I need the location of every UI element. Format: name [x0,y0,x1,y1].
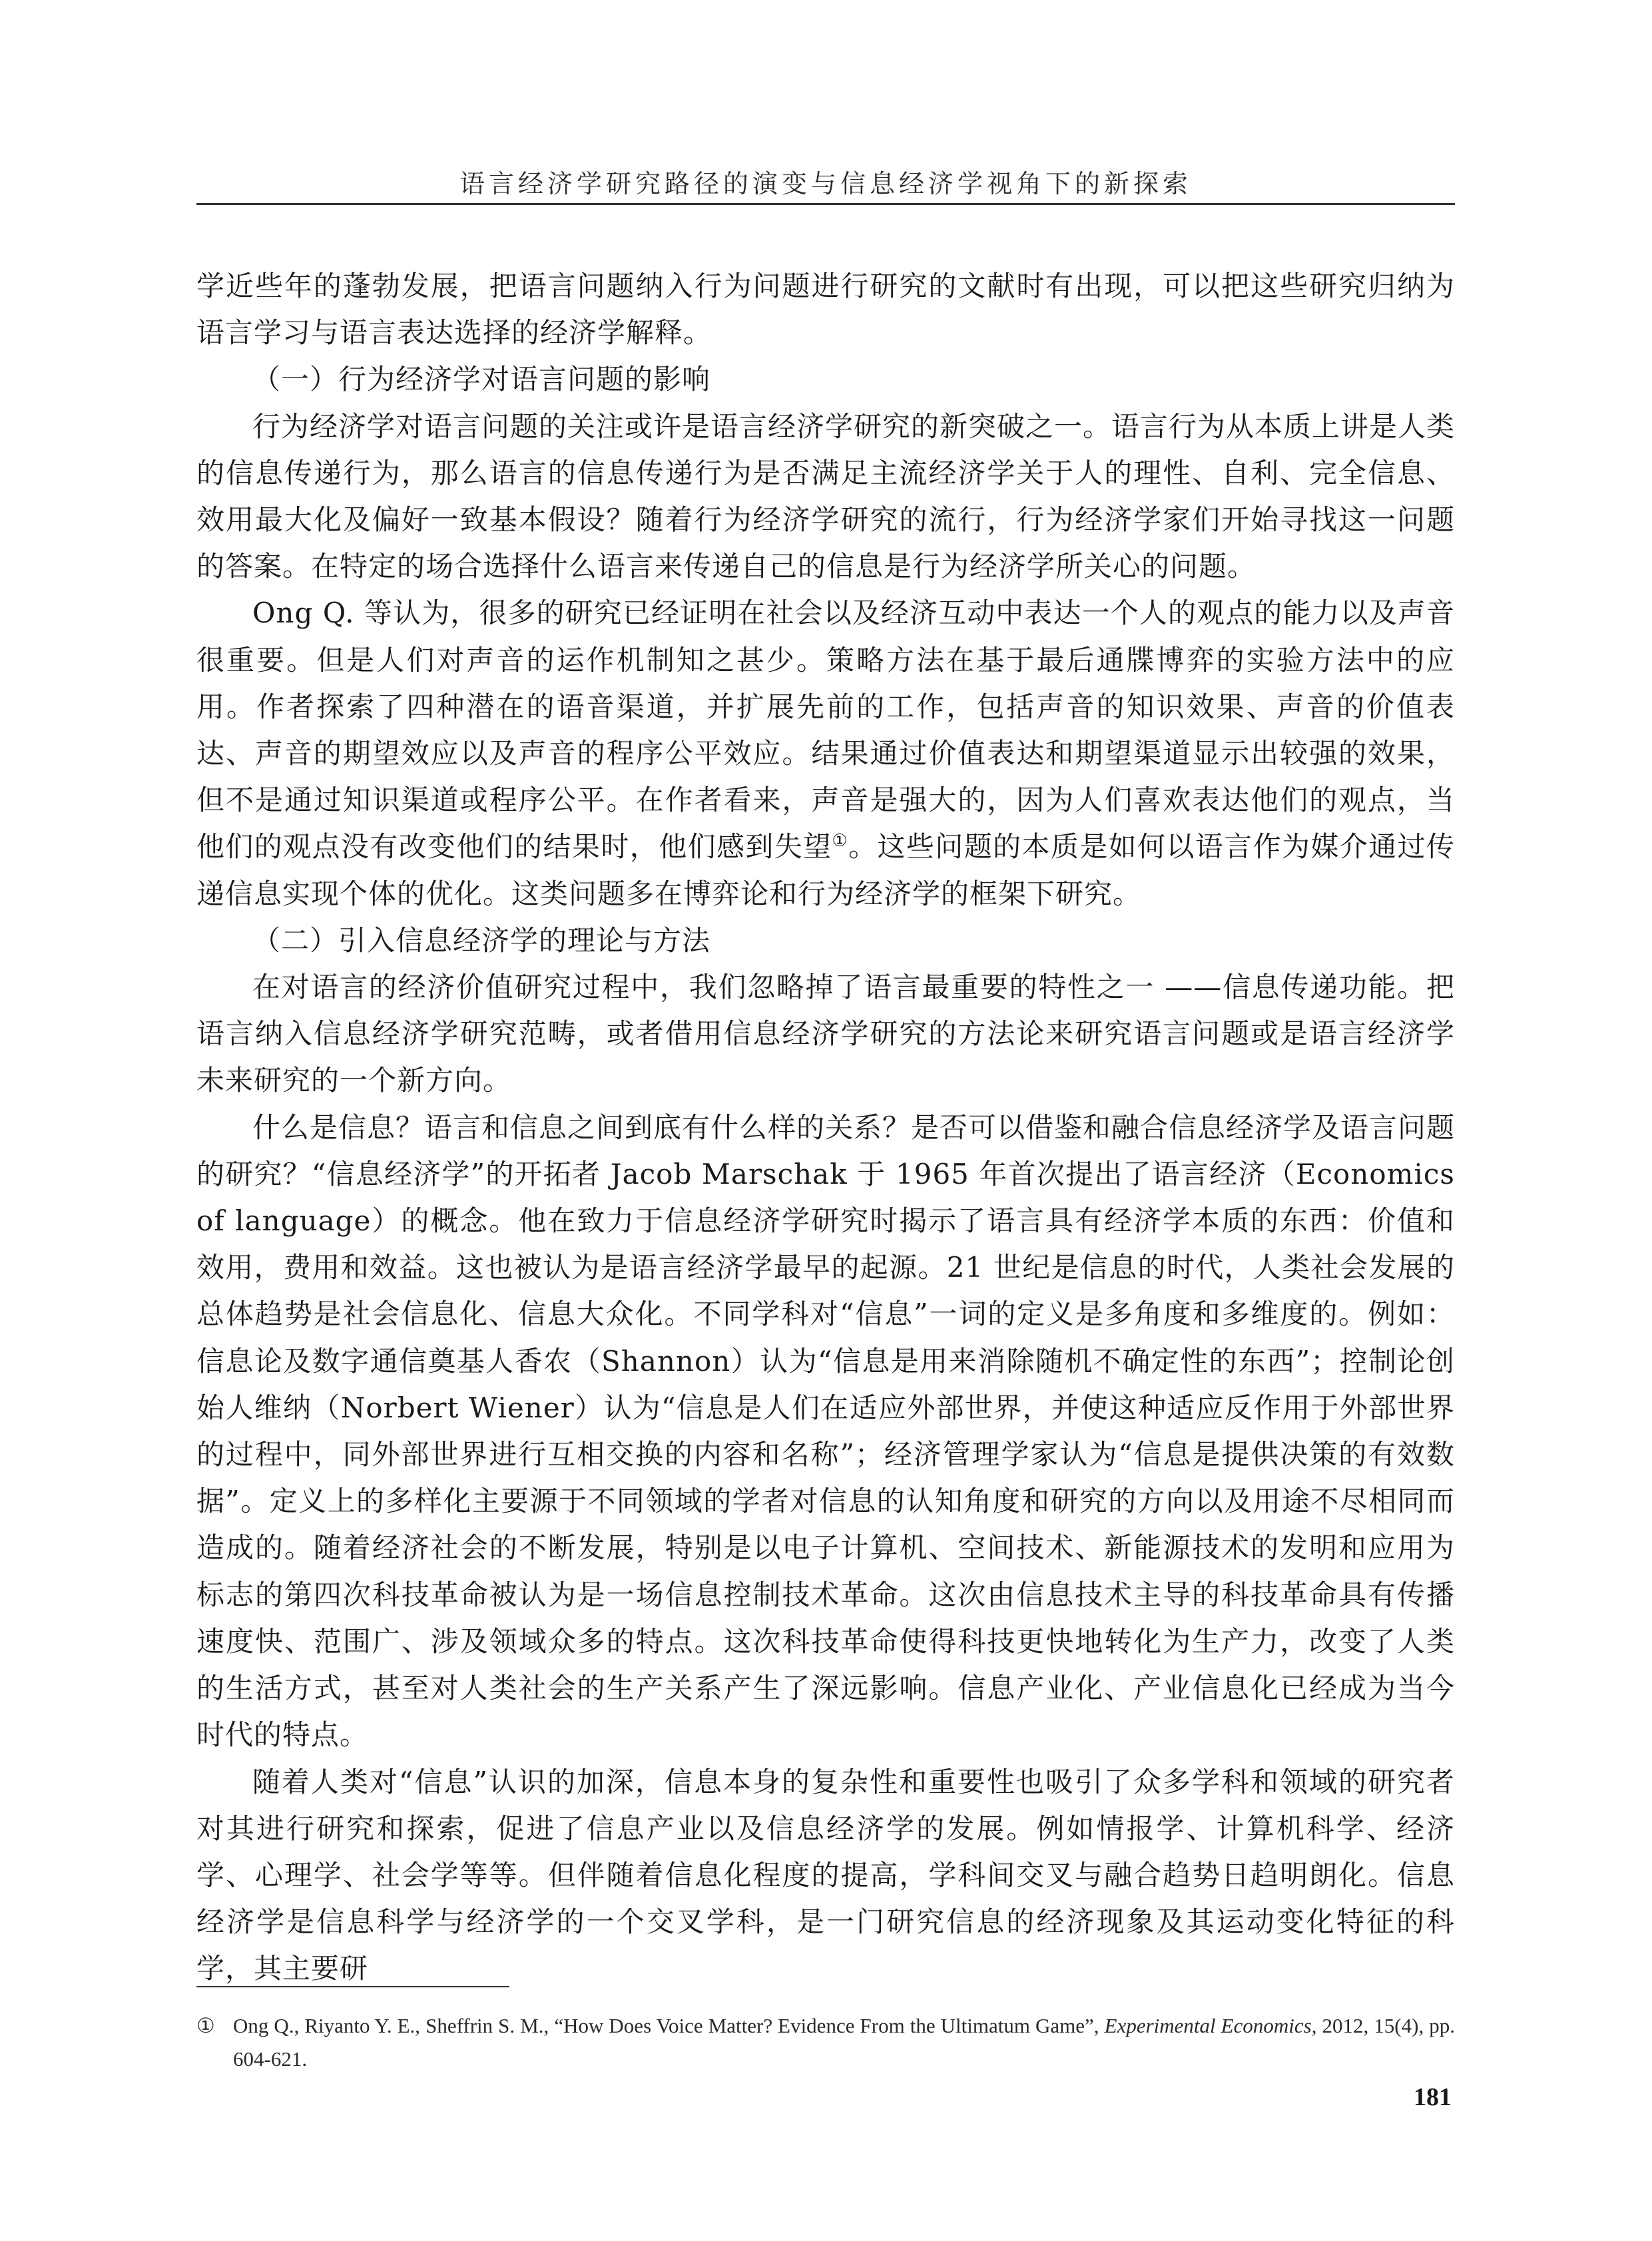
footnote-text-b: , 2012, 15(4), pp. 604-621. [233,2014,1455,2071]
footnote-text-a: Ong Q., Riyanto Y. E., Sheffrin S. M., “How Does Voice Matter? Evidence From the Ultimatum Game”, [233,2014,1105,2037]
paragraph-3-part-a: Ong Q. 等认为，很多的研究已经证明在社会以及经济互动中表达一个人的观点的能力以及声音很重要。但是人们对声音的运作机制知之甚少。策略方法在基于最后通牒博弈的实验方法中的应用。作者探索了四种潜在的语音渠道，并扩展先前的工作，包括声音的知识效果、声音的价值表达、声音的期望效应以及声音的程序公平效应。结果通过价值表达和期望渠道显示出较强的效果，但不是通过知识渠道或程序公平。在作者看来，声音是强大的，因为人们喜欢表达他们的观点，当他们的观点没有改变他们的结果时，他们感到失望 [196,597,1455,864]
body-text [196,263,1455,1993]
footnote-rule [196,1986,509,1987]
paragraph-4: 在对语言的经济价值研究过程中，我们忽略掉了语言最重要的特性之一 ——信息传递功能。把语言纳入信息经济学研究范畴，或者借用信息经济学研究的方法论来研究语言问题或是语言经济学未来研究的一个新方向。 [196,971,1455,1097]
footnote-reference[interactable]: ① [832,831,849,852]
page-number: 181 [1414,2083,1452,2111]
paragraph-6: 随着人类对“信息”认识的加深，信息本身的复杂性和重要性也吸引了众多学科和领域的研究者对其进行研究和探索，促进了信息产业以及信息经济学的发展。例如情报学、计算机科学、经济学、心理学、社会学等等。但伴随着信息化程度的提高，学科间交叉与融合趋势日趋明朗化。信息经济学是信息科学与经济学的一个交叉学科，是一门研究信息的经济现象及其运动变化特征的科学，其主要研 [196,1765,1455,1985]
section-heading-2: （二）引入信息经济学的理论与方法 [252,923,711,957]
section-heading-1: （一）行为经济学对语言问题的影响 [252,363,711,396]
paragraph-5: 什么是信息？语言和信息之间到底有什么样的关系？是否可以借鉴和融合信息经济学及语言问题的研究？“信息经济学”的开拓者 Jacob Marschak 于 1965 年首次提出了语言经济（Economics of language）的概念。他在致力于信息经济学研究时揭示了语言具有经济学本质的东西：价值和效用，费用和效益。这也被认为是语言经济学最早的起源。21 世纪是信息的时代，人类社会发展的总体趋势是社会信息化、信息大众化。不同学科对“信息”一词的定义是多角度和多维度的。例如：信息论及数字通信奠基人香农（Shannon）认为“信息是用来消除随机不确定性的东西”；控制论创始人维纳（Norbert Wiener）认为“信息是人们在适应外部世界，并使这种适应反作用于外部世界的过程中，同外部世界进行互相交换的内容和名称”；经济管理学家认为“信息是提供决策的有效数据”。定义上的多样化主要源于不同领域的学者对信息的认知角度和研究的方向以及用途不尽相同而造成的。随着经济社会的不断发展，特别是以电子计算机、空间技术、新能源技术的发明和应用为标志的第四次科技革命被认为是一场信息控制技术革命。这次由信息技术主导的科技革命具有传播速度快、范围广、涉及领域众多的特点。这次科技革命使得科技更快地转化为生产力，改变了人类的生活方式，甚至对人类社会的生产关系产生了深远影响。信息产业化、产业信息化已经成为当今时代的特点。 [196,1111,1456,1752]
paragraph-1: 学近些年的蓬勃发展，把语言问题纳入行为问题进行研究的文献时有出现，可以把这些研究归纳为语言学习与语言表达选择的经济学解释。 [196,270,1455,350]
footnote-journal: Experimental Economics [1104,2014,1312,2037]
paragraph-3-part-b: 。这些问题的本质是如何以语言作为媒介通过传递信息实现个体的优化。这类问题多在博弈论和行为经济学的框架下研究。 [196,830,1455,910]
paragraph-2: 行为经济学对语言问题的关注或许是语言经济学研究的新突破之一。语言行为从本质上讲是人类的信息传递行为，那么语言的信息传递行为是否满足主流经济学关于人的理性、自利、完全信息、效用最大化及偏好一致基本假设？随着行为经济学研究的流行，行为经济学家们开始寻找这一问题的答案。在特定的场合选择什么语言来传递自己的信息是行为经济学所关心的问题。 [196,409,1456,583]
header-rule [196,203,1455,205]
paragraph-3 [196,590,1455,917]
footnote-text [233,2009,1455,2076]
running-title: 语言经济学研究路径的演变与信息经济学视角下的新探索 [459,169,1192,198]
footnote-mark: ① [196,2014,215,2037]
footnote [196,2009,1455,2076]
